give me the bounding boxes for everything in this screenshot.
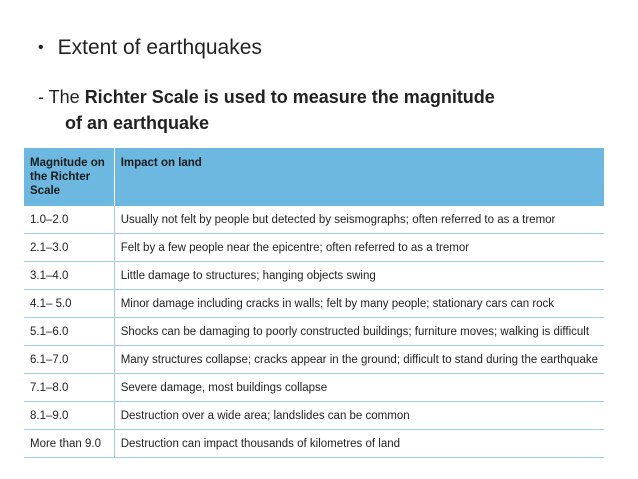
header-magnitude: Magnitude on the Richter Scale [24, 148, 114, 206]
richter-scale-table [24, 148, 604, 458]
bullet-dot: • [38, 39, 44, 56]
impact-cell: Usually not felt by people but detected by seismographs; often referred to as a tremor [114, 206, 604, 234]
magnitude-cell: 1.0–2.0 [24, 206, 114, 234]
impact-cell: Little damage to structures; hanging objects swing [114, 262, 604, 290]
bullet-heading [38, 36, 262, 60]
table-row [24, 318, 604, 346]
magnitude-cell: 2.1–3.0 [24, 234, 114, 262]
subtitle-prefix: - The [38, 87, 85, 107]
table-row [24, 206, 604, 234]
subtitle [38, 84, 613, 136]
magnitude-cell: 8.1–9.0 [24, 402, 114, 430]
header-impact: Impact on land [120, 157, 202, 169]
subtitle-second-line: of an earthquake [65, 113, 210, 133]
impact-cell: Shocks can be damaging to poorly constructed buildings; furniture moves; walking is difficult [114, 318, 604, 346]
impact-cell: Destruction over a wide area; landslides can be common [114, 402, 604, 430]
table-row [24, 234, 604, 262]
table-row [24, 430, 604, 458]
bullet-heading-text: Extent of earthquakes [57, 36, 262, 59]
impact-cell: Severe damage, most buildings collapse [114, 374, 604, 402]
magnitude-cell: 6.1–7.0 [24, 346, 114, 374]
table-row [24, 290, 604, 318]
table-row [24, 262, 604, 290]
magnitude-cell: 7.1–8.0 [24, 374, 114, 402]
table-header-row [24, 148, 604, 206]
magnitude-cell: 3.1–4.0 [24, 262, 114, 290]
table-row [24, 402, 604, 430]
table-row [24, 346, 604, 374]
magnitude-cell: More than 9.0 [24, 430, 114, 458]
impact-cell: Destruction can impact thousands of kilometres of land [114, 430, 604, 458]
magnitude-cell: 4.1– 5.0 [24, 290, 114, 318]
impact-cell: Minor damage including cracks in walls; felt by many people; stationary cars can rock [114, 290, 604, 318]
magnitude-cell: 5.1–6.0 [24, 318, 114, 346]
impact-cell: Many structures collapse; cracks appear in the ground; difficult to stand during the earthquake [114, 346, 604, 374]
subtitle-bold-text: Richter Scale is used to measure the magnitude [84, 87, 495, 107]
impact-cell: Felt by a few people near the epicentre; often referred to as a tremor [114, 234, 604, 262]
table-row [24, 374, 604, 402]
